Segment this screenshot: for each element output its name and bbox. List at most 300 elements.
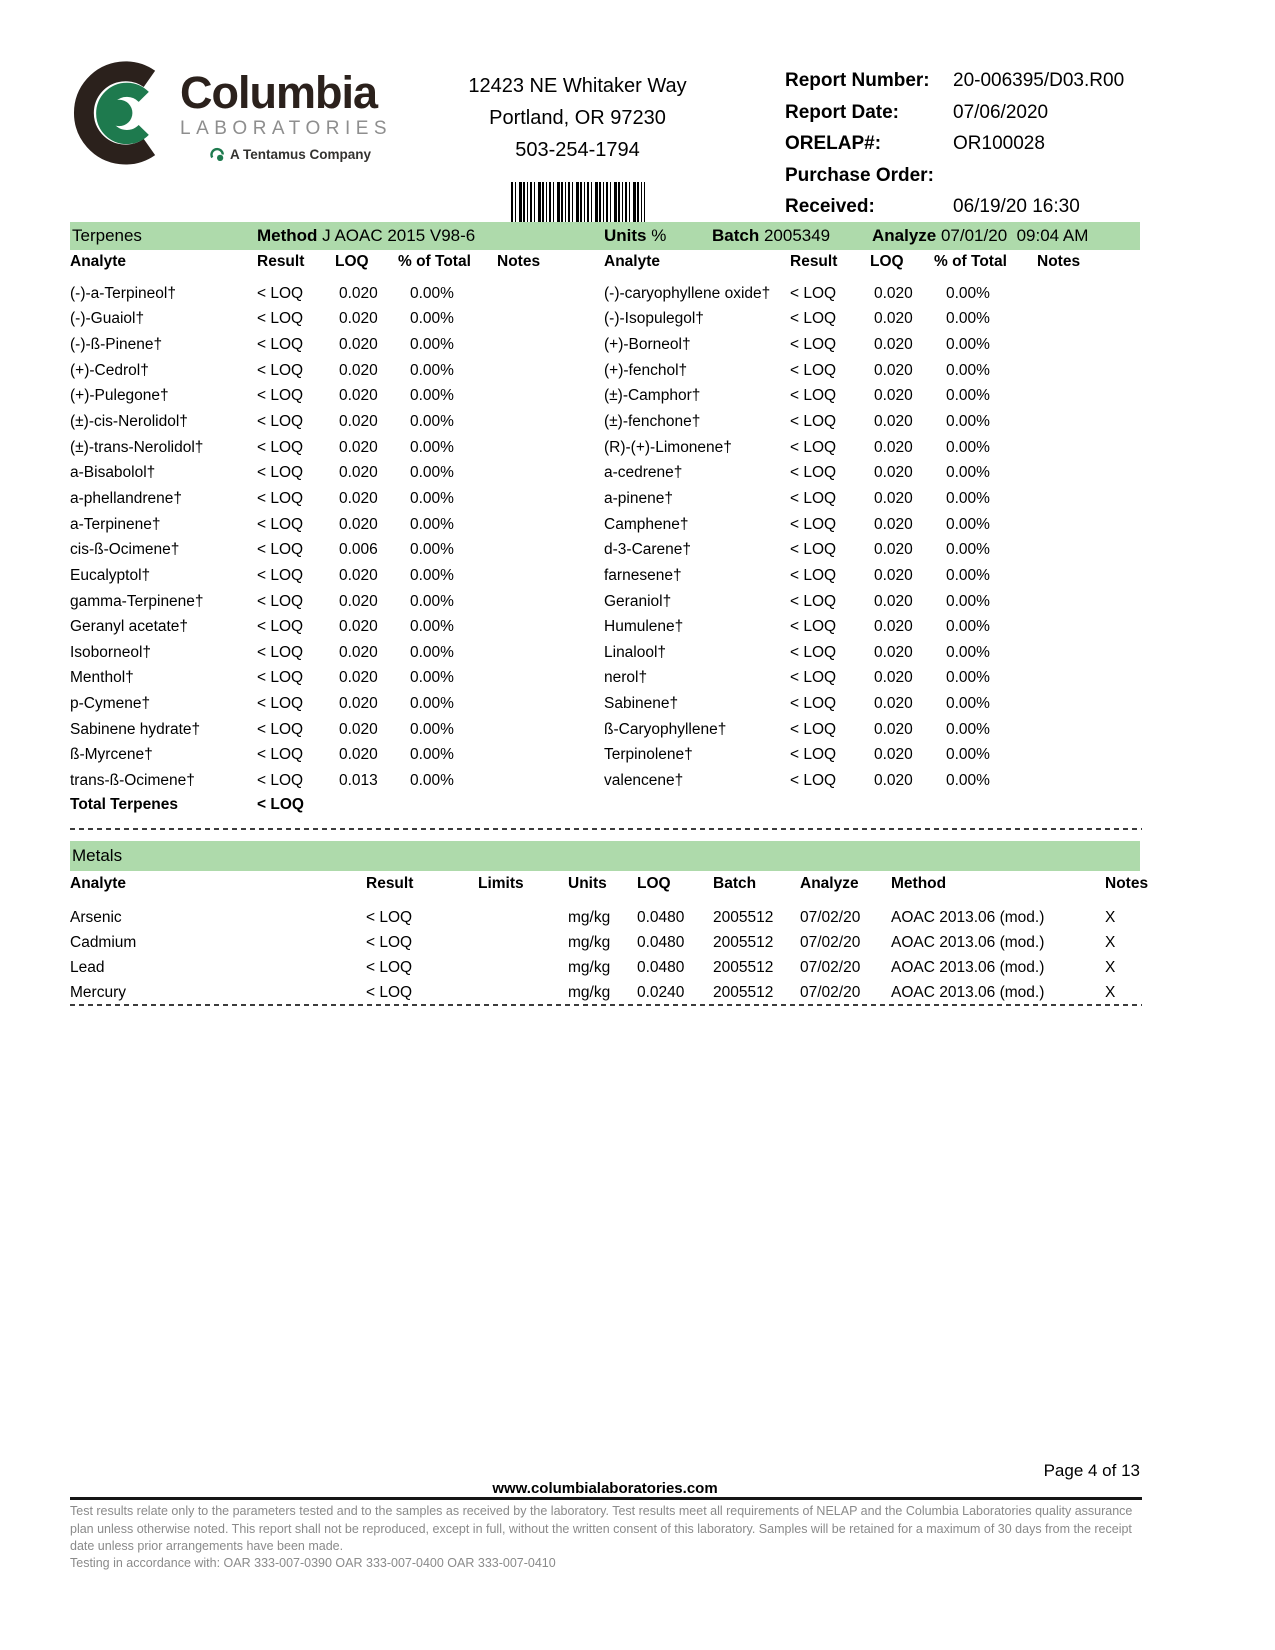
table-row: [70, 435, 580, 461]
analyte-name: ß-Myrcene†: [70, 746, 153, 764]
analyte-name: (+)-Pulegone†: [70, 387, 169, 405]
terpenes-method: [257, 222, 475, 250]
analyte-name: (-)-Guaiol†: [70, 310, 145, 328]
analyte-loq: 0.020: [874, 771, 913, 789]
analyte-pct: 0.00%: [946, 720, 990, 738]
section-divider: [70, 1004, 1142, 1006]
analyte-result: < LOQ: [790, 361, 837, 379]
metal-units: mg/kg: [568, 983, 611, 1001]
analyte-loq: 0.020: [874, 720, 913, 738]
analyte-name: gamma-Terpinene†: [70, 592, 204, 610]
analyte-name: Linalool†: [604, 643, 667, 661]
metal-method: AOAC 2013.06 (mod.): [891, 933, 1045, 951]
analyte-loq: 0.020: [339, 438, 378, 456]
analyte-loq: 0.020: [874, 310, 913, 328]
analyte-result: < LOQ: [257, 669, 304, 687]
metal-method: AOAC 2013.06 (mod.): [891, 983, 1045, 1001]
report-info-value: 20-006395/D03.R00: [953, 70, 1125, 91]
analyte-loq: 0.020: [874, 669, 913, 687]
report-info-label: ORELAP#:: [785, 133, 882, 154]
analyte-loq: 0.020: [874, 336, 913, 354]
analyte-result: < LOQ: [790, 746, 837, 764]
report-info: [785, 56, 1140, 228]
analyte-pct: 0.00%: [410, 310, 454, 328]
analyte-result: < LOQ: [790, 284, 837, 302]
metal-result: < LOQ: [366, 908, 413, 926]
analyte-pct: 0.00%: [946, 541, 990, 559]
section-divider: [70, 828, 1142, 830]
analyte-name: (+)-fenchol†: [604, 361, 688, 379]
metal-analyze: 07/02/20: [800, 983, 861, 1001]
analyte-result: < LOQ: [790, 695, 837, 713]
table-row: [70, 666, 580, 692]
analyte-name: Menthol†: [70, 669, 134, 687]
report-info-label: Received:: [785, 196, 875, 217]
analyte-result: < LOQ: [257, 515, 304, 533]
report-info-value: 07/06/2020: [953, 101, 1049, 123]
analyte-loq: 0.020: [339, 695, 378, 713]
analyte-loq: 0.013: [339, 771, 378, 789]
analyte-name: Sabinene hydrate†: [70, 720, 201, 738]
analyte-pct: 0.00%: [946, 489, 990, 507]
analyte-result: < LOQ: [257, 720, 304, 738]
report-info-row: [785, 102, 1140, 124]
col-result: Result: [790, 253, 838, 270]
analyte-name: (-)-a-Terpineol†: [70, 284, 176, 302]
analyte-loq: 0.020: [339, 618, 378, 636]
analyte-name: p-Cymene†: [70, 695, 151, 713]
col-loq: LOQ: [335, 253, 369, 270]
analyte-pct: 0.00%: [410, 566, 454, 584]
analyte-pct: 0.00%: [946, 746, 990, 764]
analyte-loq: 0.020: [339, 669, 378, 687]
table-row: [604, 384, 1140, 410]
analyte-pct: 0.00%: [410, 489, 454, 507]
analyte-name: a-cedrene†: [604, 464, 683, 482]
analyte-name: a-phellandrene†: [70, 489, 183, 507]
table-row: [70, 409, 580, 435]
analyte-loq: 0.020: [339, 413, 378, 431]
analyze-value: 07/01/20 09:04 AM: [936, 226, 1089, 245]
analyte-result: < LOQ: [790, 515, 837, 533]
analyte-result: < LOQ: [257, 310, 304, 328]
analyte-name: Eucalyptol†: [70, 566, 151, 584]
table-row: [604, 332, 1140, 358]
address-line1: 12423 NE Whitaker Way: [468, 75, 687, 97]
analyte-name: (-)-ß-Pinene†: [70, 336, 163, 354]
table-row: [604, 486, 1140, 512]
table-row: [604, 589, 1140, 615]
analyte-loq: 0.020: [339, 387, 378, 405]
analyte-loq: 0.020: [874, 489, 913, 507]
analyte-result: < LOQ: [257, 566, 304, 584]
logo-text: [180, 56, 392, 162]
analyte-loq: 0.020: [874, 695, 913, 713]
table-row: [604, 512, 1140, 538]
metal-loq: 0.0480: [637, 958, 685, 976]
analyte-result: < LOQ: [257, 438, 304, 456]
analyte-result: < LOQ: [257, 771, 304, 789]
analyte-pct: 0.00%: [946, 771, 990, 789]
terpenes-table-left: [70, 281, 580, 794]
analyte-loq: 0.020: [874, 566, 913, 584]
analyte-name: Isoborneol†: [70, 643, 152, 661]
col-analyze: Analyze: [800, 875, 859, 892]
analyte-loq: 0.020: [339, 336, 378, 354]
metals-section-bar: [70, 841, 1140, 871]
table-row: [70, 512, 580, 538]
analyte-pct: 0.00%: [410, 618, 454, 636]
analyte-result: < LOQ: [257, 336, 304, 354]
table-row: [70, 614, 580, 640]
units-label: Units: [604, 226, 647, 245]
table-row: [604, 460, 1140, 486]
analyte-pct: 0.00%: [946, 387, 990, 405]
analyte-pct: 0.00%: [946, 669, 990, 687]
analyte-result: < LOQ: [790, 771, 837, 789]
metal-units: mg/kg: [568, 933, 611, 951]
analyte-pct: 0.00%: [410, 361, 454, 379]
table-row: [604, 281, 1140, 307]
analyte-loq: 0.020: [339, 515, 378, 533]
lab-address: [410, 56, 745, 228]
terpenes-header-right: [604, 253, 1097, 271]
table-row: [604, 409, 1140, 435]
metal-loq: 0.0240: [637, 983, 685, 1001]
analyte-loq: 0.020: [874, 746, 913, 764]
analyte-result: < LOQ: [790, 310, 837, 328]
analyte-result: < LOQ: [790, 566, 837, 584]
metal-name: Lead: [70, 958, 105, 976]
analyte-pct: 0.00%: [946, 413, 990, 431]
table-row: [70, 589, 580, 615]
table-row: [70, 281, 580, 307]
analyte-pct: 0.00%: [946, 592, 990, 610]
analyte-result: < LOQ: [790, 336, 837, 354]
table-row: [604, 666, 1140, 692]
analyte-result: < LOQ: [790, 489, 837, 507]
report-header: [70, 56, 1140, 228]
analyte-result: < LOQ: [790, 387, 837, 405]
footer-divider: [70, 1497, 1142, 1500]
company-logo: [70, 56, 410, 228]
analyte-result: < LOQ: [257, 643, 304, 661]
total-terpenes-label: Total Terpenes: [70, 796, 178, 813]
analyte-result: < LOQ: [257, 618, 304, 636]
analyte-name: ß-Caryophyllene†: [604, 720, 727, 738]
col-analyte: Analyte: [70, 875, 126, 892]
analyte-loq: 0.020: [874, 387, 913, 405]
metal-method: AOAC 2013.06 (mod.): [891, 958, 1045, 976]
analyte-result: < LOQ: [790, 541, 837, 559]
tagline-text: A Tentamus Company: [230, 147, 372, 162]
analyte-result: < LOQ: [257, 541, 304, 559]
col-analyte: Analyte: [70, 253, 126, 270]
batch-value: 2005349: [759, 226, 831, 245]
analyte-pct: 0.00%: [946, 438, 990, 456]
analyte-pct: 0.00%: [410, 720, 454, 738]
metals-table-header: [70, 875, 1149, 893]
report-info-row: [785, 196, 1140, 218]
analyte-pct: 0.00%: [410, 413, 454, 431]
table-row: [70, 905, 1140, 930]
analyte-result: < LOQ: [790, 592, 837, 610]
analyte-pct: 0.00%: [410, 336, 454, 354]
total-terpenes-row: [70, 796, 304, 814]
analyte-name: d-3-Carene†: [604, 541, 692, 559]
col-method: Method: [891, 875, 947, 892]
analyte-loq: 0.020: [339, 284, 378, 302]
analyte-loq: 0.020: [339, 489, 378, 507]
analyte-loq: 0.020: [874, 438, 913, 456]
table-row: [604, 768, 1140, 794]
col-result: Result: [257, 253, 305, 270]
analyte-pct: 0.00%: [410, 541, 454, 559]
analyte-result: < LOQ: [257, 695, 304, 713]
analyte-name: a-Bisabolol†: [70, 464, 156, 482]
analyte-pct: 0.00%: [410, 515, 454, 533]
analyte-loq: 0.020: [339, 361, 378, 379]
analyte-name: (±)-Camphor†: [604, 387, 701, 405]
table-row: [70, 717, 580, 743]
metal-notes: X: [1105, 983, 1116, 1001]
metal-batch: 2005512: [713, 958, 774, 976]
table-row: [604, 307, 1140, 333]
analyte-pct: 0.00%: [410, 387, 454, 405]
col-notes: Notes: [1037, 253, 1081, 270]
analyte-pct: 0.00%: [946, 310, 990, 328]
analyte-pct: 0.00%: [946, 695, 990, 713]
analyte-loq: 0.020: [874, 464, 913, 482]
table-row: [70, 563, 580, 589]
analyte-loq: 0.020: [874, 643, 913, 661]
metal-name: Mercury: [70, 983, 126, 1001]
col-result: Result: [366, 875, 414, 892]
page-number: Page 4 of 13: [1043, 1461, 1140, 1480]
analyte-loq: 0.020: [874, 592, 913, 610]
analyte-result: < LOQ: [790, 669, 837, 687]
analyte-name: farnesene†: [604, 566, 682, 584]
analyte-result: < LOQ: [257, 489, 304, 507]
analyte-name: a-Terpinene†: [70, 515, 161, 533]
analyte-result: < LOQ: [257, 284, 304, 302]
analyte-loq: 0.020: [874, 515, 913, 533]
address-line2: Portland, OR 97230: [489, 107, 666, 129]
terpenes-section-bar: [70, 222, 1140, 250]
units-value: %: [646, 226, 667, 245]
analyte-pct: 0.00%: [410, 669, 454, 687]
table-row: [70, 743, 580, 769]
brand-tagline: [210, 147, 392, 162]
metal-analyze: 07/02/20: [800, 908, 861, 926]
metal-result: < LOQ: [366, 933, 413, 951]
table-row: [70, 486, 580, 512]
analyte-name: (R)-(+)-Limonene†: [604, 438, 732, 456]
analyte-pct: 0.00%: [946, 464, 990, 482]
analyte-name: (+)-Cedrol†: [70, 361, 149, 379]
terpenes-batch: [712, 222, 830, 250]
report-info-label: Report Number:: [785, 70, 930, 91]
analyte-pct: 0.00%: [410, 771, 454, 789]
analyte-result: < LOQ: [257, 413, 304, 431]
col-pct: % of Total: [398, 253, 471, 270]
analyte-pct: 0.00%: [410, 438, 454, 456]
col-notes: Notes: [497, 253, 541, 270]
analyte-loq: 0.020: [339, 566, 378, 584]
analyte-pct: 0.00%: [946, 566, 990, 584]
analyte-pct: 0.00%: [410, 695, 454, 713]
terpenes-title: Terpenes: [72, 226, 142, 245]
method-value: J AOAC 2015 V98-6: [317, 226, 476, 245]
metal-analyze: 07/02/20: [800, 933, 861, 951]
analyte-result: < LOQ: [257, 361, 304, 379]
table-row: [604, 614, 1140, 640]
analyte-loq: 0.020: [339, 720, 378, 738]
table-row: [604, 537, 1140, 563]
analyte-loq: 0.020: [874, 618, 913, 636]
metal-notes: X: [1105, 908, 1116, 926]
col-pct: % of Total: [934, 253, 1007, 270]
analyte-name: Terpinolene†: [604, 746, 693, 764]
analyte-pct: 0.00%: [410, 464, 454, 482]
col-loq: LOQ: [870, 253, 904, 270]
report-info-label: Report Date:: [785, 101, 900, 123]
analyte-name: Geraniol†: [604, 592, 672, 610]
method-label: Method: [257, 226, 318, 245]
columbia-logo-icon: [70, 56, 174, 168]
analyte-name: cis-ß-Ocimene†: [70, 541, 180, 559]
table-row: [604, 435, 1140, 461]
metal-method: AOAC 2013.06 (mod.): [891, 908, 1045, 926]
analyte-name: nerol†: [604, 669, 648, 687]
metal-batch: 2005512: [713, 908, 774, 926]
table-row: [70, 955, 1140, 980]
table-row: [604, 691, 1140, 717]
analyte-result: < LOQ: [257, 746, 304, 764]
analyte-pct: 0.00%: [410, 592, 454, 610]
analyte-name: trans-ß-Ocimene†: [70, 771, 195, 789]
table-row: [70, 332, 580, 358]
website-link: www.columbialaboratories.com: [492, 1480, 718, 1497]
metal-name: Arsenic: [70, 908, 122, 926]
analyte-name: (±)-fenchone†: [604, 413, 701, 431]
analyte-result: < LOQ: [790, 413, 837, 431]
table-row: [70, 384, 580, 410]
table-row: [70, 460, 580, 486]
table-row: [604, 563, 1140, 589]
metal-loq: 0.0480: [637, 908, 685, 926]
analyte-result: < LOQ: [790, 720, 837, 738]
analyte-loq: 0.020: [339, 643, 378, 661]
analyte-name: (±)-cis-Nerolidol†: [70, 413, 188, 431]
terpenes-table-right: [604, 281, 1140, 794]
report-info-row: [785, 70, 1140, 92]
table-row: [604, 358, 1140, 384]
table-row: [70, 691, 580, 717]
metal-result: < LOQ: [366, 983, 413, 1001]
analyte-pct: 0.00%: [946, 284, 990, 302]
analyte-loq: 0.020: [339, 464, 378, 482]
table-row: [604, 743, 1140, 769]
analyte-name: (-)-caryophyllene oxide†: [604, 284, 771, 302]
analyte-pct: 0.00%: [946, 643, 990, 661]
metal-units: mg/kg: [568, 958, 611, 976]
table-row: [604, 717, 1140, 743]
col-limits: Limits: [478, 875, 524, 892]
analyte-loq: 0.020: [339, 746, 378, 764]
analyte-pct: 0.00%: [946, 361, 990, 379]
analyte-name: (-)-Isopulegol†: [604, 310, 704, 328]
terpenes-header-left: [70, 253, 557, 271]
analyte-loq: 0.020: [339, 592, 378, 610]
analyte-pct: 0.00%: [410, 284, 454, 302]
metal-units: mg/kg: [568, 908, 611, 926]
analyte-result: < LOQ: [790, 618, 837, 636]
report-info-row: [785, 133, 1140, 155]
testing-accordance-text: Testing in accordance with: OAR 333-007-0390 OAR 333-007-0400 OAR 333-007-0410: [70, 1556, 556, 1570]
col-units: Units: [568, 875, 607, 892]
terpenes-table-header: [70, 253, 1140, 275]
metal-analyze: 07/02/20: [800, 958, 861, 976]
analyte-name: Humulene†: [604, 618, 684, 636]
analyte-name: valencene†: [604, 771, 684, 789]
analyte-pct: 0.00%: [946, 515, 990, 533]
table-row: [70, 768, 580, 794]
analyte-result: < LOQ: [790, 643, 837, 661]
analyte-result: < LOQ: [257, 464, 304, 482]
analyte-loq: 0.020: [874, 413, 913, 431]
address-line3: 503-254-1794: [515, 139, 640, 161]
analyte-result: < LOQ: [790, 464, 837, 482]
table-row: [70, 537, 580, 563]
col-batch: Batch: [713, 875, 757, 892]
tentamus-icon: [210, 147, 225, 162]
metal-name: Cadmium: [70, 933, 137, 951]
analyze-label: Analyze: [872, 226, 937, 245]
terpenes-analyze: [872, 222, 1088, 250]
metals-title: Metals: [72, 846, 123, 865]
metals-table-body: [70, 905, 1140, 1005]
metal-notes: X: [1105, 958, 1116, 976]
brand-name: Columbia: [180, 67, 378, 118]
analyte-name: a-pinene†: [604, 489, 673, 507]
table-row: [604, 640, 1140, 666]
report-info-label: Purchase Order:: [785, 164, 934, 186]
metal-batch: 2005512: [713, 933, 774, 951]
analyte-loq: 0.020: [874, 541, 913, 559]
report-info-value: OR100028: [953, 133, 1045, 154]
analyte-name: Camphene†: [604, 515, 689, 533]
analyte-name: Sabinene†: [604, 695, 679, 713]
table-row: [70, 640, 580, 666]
batch-label: Batch: [712, 226, 760, 245]
col-loq: LOQ: [637, 875, 671, 892]
analyte-loq: 0.020: [874, 284, 913, 302]
report-info-value: 06/19/20 16:30: [953, 196, 1080, 217]
table-row: [70, 358, 580, 384]
col-notes: Notes: [1105, 875, 1149, 892]
table-row: [70, 307, 580, 333]
analyte-name: (±)-trans-Nerolidol†: [70, 438, 204, 456]
metal-batch: 2005512: [713, 983, 774, 1001]
analyte-result: < LOQ: [790, 438, 837, 456]
report-info-row: [785, 165, 1140, 187]
analyte-pct: 0.00%: [946, 336, 990, 354]
analyte-loq: 0.006: [339, 541, 378, 559]
analyte-name: (+)-Borneol†: [604, 336, 691, 354]
analyte-pct: 0.00%: [410, 643, 454, 661]
metal-notes: X: [1105, 933, 1116, 951]
